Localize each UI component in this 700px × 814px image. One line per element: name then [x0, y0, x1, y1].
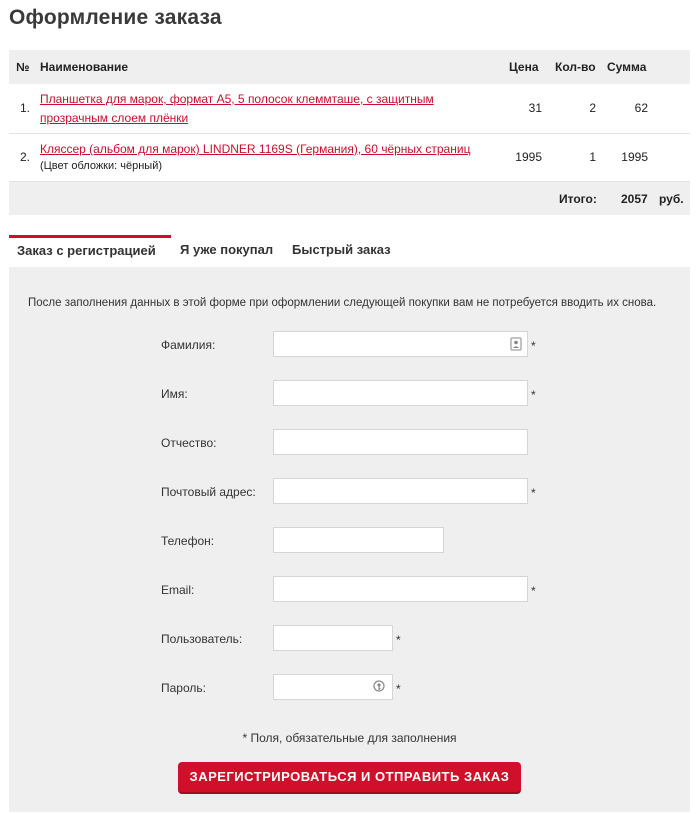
row-quantity: 2: [589, 101, 596, 115]
postal-address-label: Почтовый адрес:: [161, 485, 256, 499]
page-title: Оформление заказа: [9, 6, 222, 29]
username-label: Пользователь:: [161, 632, 243, 646]
table-row: [9, 134, 690, 182]
middlename-input[interactable]: [273, 429, 528, 455]
required-mark: *: [396, 633, 401, 647]
row-sum: 62: [634, 101, 648, 115]
row-price: 1995: [515, 150, 542, 164]
username-input[interactable]: [273, 625, 393, 651]
row-quantity: 1: [589, 150, 596, 164]
cart-total-row: [9, 182, 690, 215]
header-sum: Сумма: [607, 60, 647, 74]
email-label: Email:: [161, 583, 195, 597]
required-mark: *: [531, 584, 536, 598]
row-price: 31: [528, 101, 542, 115]
firstname-input[interactable]: [273, 380, 528, 406]
row-name: [40, 140, 480, 173]
required-mark: *: [531, 339, 536, 353]
required-mark: *: [531, 486, 536, 500]
total-label: Итого:: [559, 192, 597, 206]
header-name: Наименование: [40, 60, 129, 74]
password-key-icon[interactable]: [372, 680, 386, 694]
required-fields-note: * Поля, обязательные для заполнения: [242, 731, 457, 745]
cart-table: [9, 50, 690, 215]
header-number: №: [16, 60, 30, 74]
order-tabs: [9, 235, 690, 267]
contact-card-icon[interactable]: [509, 337, 523, 351]
row-index: 2.: [20, 150, 31, 164]
password-input[interactable]: [273, 674, 393, 700]
product-link[interactable]: Кляссер (альбом для марок) LINDNER 1169S (Германия), 60 чёрных страниц: [40, 142, 471, 156]
required-mark: *: [531, 388, 536, 402]
postal-address-input[interactable]: [273, 478, 528, 504]
form-intro: После заполнения данных в этой форме при оформлении следующей покупки вам не потребуется вводить их снова.: [28, 297, 657, 309]
email-input[interactable]: [273, 576, 528, 602]
table-row: [9, 84, 690, 134]
middlename-label: Отчество:: [161, 436, 217, 450]
header-price: Цена: [509, 60, 539, 74]
lastname-label: Фамилия:: [161, 338, 216, 352]
row-name: [40, 90, 480, 128]
cart-header-row: [9, 50, 690, 84]
phone-input[interactable]: [273, 527, 444, 553]
header-quantity: Кол-во: [555, 60, 596, 74]
lastname-input[interactable]: [273, 331, 528, 357]
row-index: 1.: [20, 101, 31, 115]
register-submit-button[interactable]: ЗАРЕГИСТРИРОВАТЬСЯ И ОТПРАВИТЬ ЗАКАЗ: [178, 762, 521, 792]
total-currency: руб.: [659, 192, 684, 206]
password-label: Пароль:: [161, 681, 206, 695]
row-sum: 1995: [621, 150, 648, 164]
tab-register-order[interactable]: Заказ с регистрацией: [9, 235, 171, 267]
product-link[interactable]: Планшетка для марок, формат А5, 5 полосок клеммташе, с защитным прозрачным слоем плёнки: [40, 92, 434, 125]
registration-form: [9, 267, 690, 812]
tab-returning-customer[interactable]: Я уже покупал: [180, 242, 274, 257]
firstname-label: Имя:: [161, 387, 188, 401]
total-value: 2057: [621, 192, 648, 206]
required-mark: *: [396, 682, 401, 696]
tab-quick-order[interactable]: Быстрый заказ: [292, 242, 391, 257]
product-option: (Цвет обложки: чёрный): [40, 160, 163, 172]
phone-label: Телефон:: [161, 534, 215, 548]
